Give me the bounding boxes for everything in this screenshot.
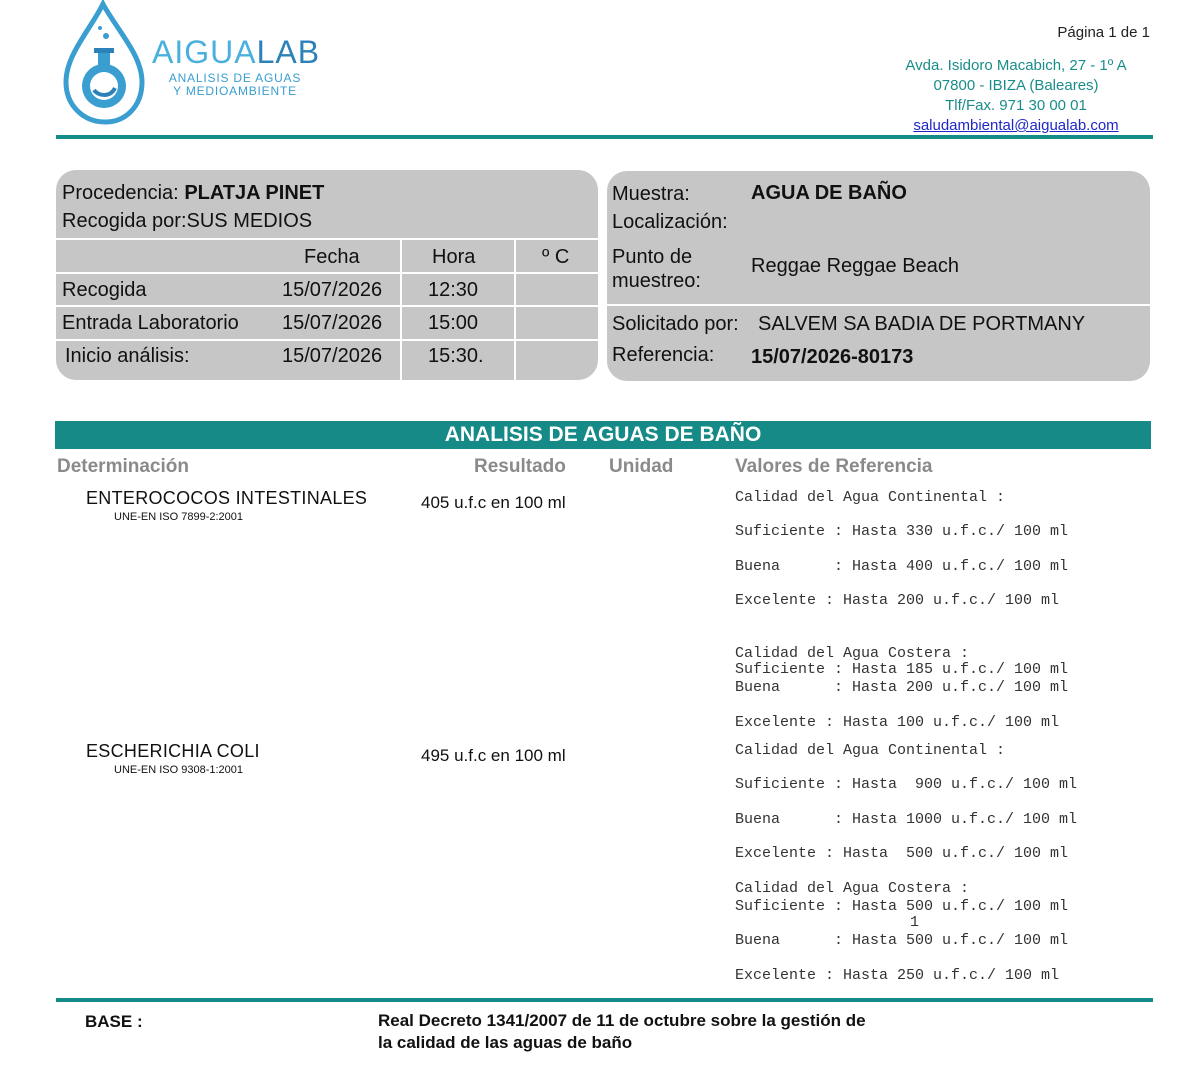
solicitado-label: Solicitado por: bbox=[612, 313, 739, 335]
brand-name-part2: LAB bbox=[256, 34, 321, 70]
row-fecha: 15/07/2026 bbox=[282, 279, 383, 301]
col-determinacion: Determinación bbox=[57, 456, 189, 477]
row-fecha: 15/07/2026 bbox=[282, 312, 383, 334]
sample-info-box bbox=[607, 171, 1150, 381]
ref-title: Calidad del Agua Costera : bbox=[735, 645, 970, 662]
brand-subtitle-line1: ANALISIS DE AGUAS bbox=[168, 71, 302, 85]
base-text-line2: la calidad de las aguas de baño bbox=[378, 1033, 633, 1052]
row-hora: 15:00 bbox=[428, 312, 479, 334]
col-temp: º C bbox=[542, 246, 570, 268]
ref-line: Excelente : Hasta 200 u.f.c./ 100 ml bbox=[735, 592, 1060, 609]
divider bbox=[607, 304, 1150, 306]
brand-subtitle bbox=[152, 72, 318, 98]
divider bbox=[56, 272, 598, 274]
email-link[interactable]: saludambiental@aigualab.com bbox=[913, 117, 1119, 134]
page-number: Página 1 de 1 bbox=[1057, 24, 1150, 41]
determination-result: 495 u.f.c en 100 ml bbox=[421, 746, 566, 765]
row-label: Recogida bbox=[62, 279, 147, 301]
sample-collection-box bbox=[56, 170, 598, 380]
ref-title: Calidad del Agua Costera : bbox=[735, 880, 970, 897]
ref-line: Suficiente : Hasta 900 u.f.c./ 100 ml bbox=[735, 776, 1078, 793]
lab-address bbox=[880, 56, 1152, 136]
divider bbox=[56, 238, 598, 240]
punto-value: Reggae Reggae Beach bbox=[751, 255, 959, 277]
address-street: Avda. Isidoro Macabich, 27 - 1º A bbox=[905, 57, 1127, 74]
divider bbox=[514, 238, 516, 380]
solicitado-value: SALVEM SA BADIA DE PORTMANY bbox=[758, 313, 1086, 335]
referencia-value: 15/07/2026-80173 bbox=[751, 346, 914, 368]
recogida-por: Recogida por:SUS MEDIOS bbox=[62, 210, 313, 232]
muestra-value: AGUA DE BAÑO bbox=[751, 182, 907, 204]
col-fecha: Fecha bbox=[304, 246, 360, 268]
row-label: Inicio análisis: bbox=[65, 345, 190, 367]
divider bbox=[56, 339, 598, 341]
ref-title: Calidad del Agua Continental : bbox=[735, 489, 1006, 506]
col-resultado: Resultado bbox=[474, 456, 566, 477]
ref-line: Suficiente : Hasta 185 u.f.c./ 100 ml bbox=[735, 661, 1069, 678]
row-hora: 15:30. bbox=[428, 345, 484, 367]
muestra-label: Muestra: bbox=[612, 183, 690, 205]
address-city: 07800 - IBIZA (Baleares) bbox=[933, 77, 1099, 94]
address-phone: Tlf/Fax. 971 30 00 01 bbox=[945, 97, 1087, 114]
base-text bbox=[378, 1010, 866, 1054]
row-label: Entrada Laboratorio bbox=[62, 312, 239, 334]
procedencia bbox=[62, 182, 324, 205]
punto-label-line2: muestreo: bbox=[612, 270, 701, 292]
base-text-line1: Real Decreto 1341/2007 de 11 de octubre sobre la gestión de bbox=[378, 1011, 866, 1030]
ref-line: Excelente : Hasta 500 u.f.c./ 100 ml bbox=[735, 845, 1069, 862]
punto-label-line1: Punto de bbox=[612, 246, 693, 268]
col-unidad: Unidad bbox=[609, 456, 674, 477]
procedencia-value: PLATJA PINET bbox=[184, 182, 325, 204]
ref-title: Calidad del Agua Continental : bbox=[735, 742, 1006, 759]
section-title: ANALISIS DE AGUAS DE BAÑO bbox=[55, 421, 1151, 449]
col-hora: Hora bbox=[432, 246, 476, 268]
header-divider bbox=[56, 135, 1153, 139]
ref-line: Suficiente : Hasta 500 u.f.c./ 100 ml bbox=[735, 898, 1069, 915]
determination-standard: UNE-EN ISO 7899-2:2001 bbox=[114, 511, 244, 523]
divider bbox=[400, 238, 402, 380]
ref-line: Buena : Hasta 500 u.f.c./ 100 ml bbox=[735, 932, 1069, 949]
brand-subtitle-line2: Y MEDIOAMBIENTE bbox=[173, 84, 297, 98]
footer-divider bbox=[56, 998, 1153, 1002]
ref-line: Buena : Hasta 1000 u.f.c./ 100 ml bbox=[735, 811, 1078, 828]
ref-line: Buena : Hasta 200 u.f.c./ 100 ml bbox=[735, 679, 1069, 696]
water-drop-flask-logo bbox=[60, 0, 150, 126]
brand-name-part1: AIGUA bbox=[152, 34, 257, 70]
determination-standard: UNE-EN ISO 9308-1:2001 bbox=[114, 764, 244, 776]
localizacion-label: Localización: bbox=[612, 211, 728, 233]
determination-result: 405 u.f.c en 100 ml bbox=[421, 493, 566, 512]
procedencia-label: Procedencia: bbox=[62, 182, 179, 204]
ref-line: Buena : Hasta 400 u.f.c./ 100 ml bbox=[735, 558, 1069, 575]
base-label: BASE : bbox=[85, 1012, 143, 1031]
divider bbox=[56, 305, 598, 307]
ref-line: Excelente : Hasta 250 u.f.c./ 100 ml bbox=[735, 967, 1060, 984]
col-valores-referencia: Valores de Referencia bbox=[735, 456, 933, 477]
referencia-label: Referencia: bbox=[612, 344, 715, 366]
determination-name: ENTEROCOCOS INTESTINALES bbox=[86, 488, 368, 508]
brand-name bbox=[152, 34, 320, 71]
ref-stray-mark: 1 bbox=[910, 914, 920, 931]
determination-name: ESCHERICHIA COLI bbox=[86, 741, 260, 761]
row-hora: 12:30 bbox=[428, 279, 479, 301]
row-fecha: 15/07/2026 bbox=[282, 345, 383, 367]
ref-line: Excelente : Hasta 100 u.f.c./ 100 ml bbox=[735, 714, 1060, 731]
ref-line: Suficiente : Hasta 330 u.f.c./ 100 ml bbox=[735, 523, 1069, 540]
